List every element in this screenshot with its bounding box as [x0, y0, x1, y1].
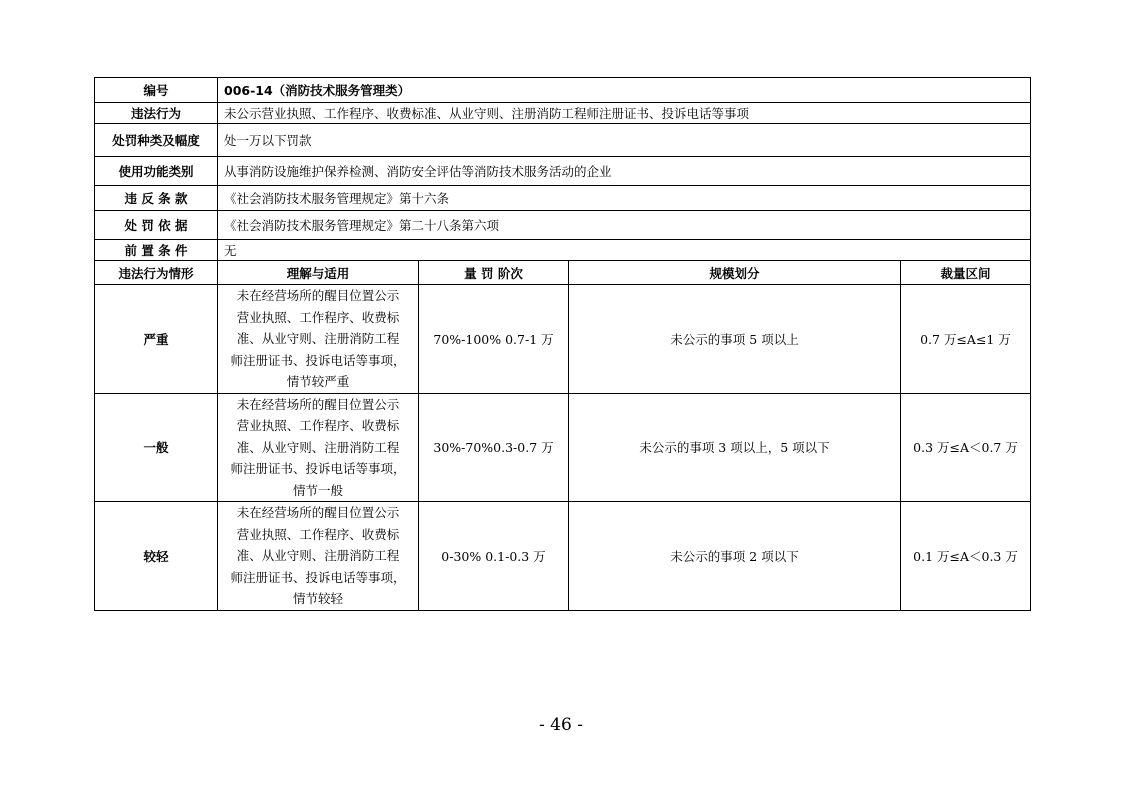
scale-cell: 未公示的事项 5 项以上	[569, 285, 901, 394]
row-id	[95, 78, 1031, 103]
grid-header-row	[95, 261, 1031, 285]
penalty-value: 处一万以下罚款	[218, 124, 1031, 157]
precondition-label: 前 置 条 件	[95, 240, 218, 261]
scale-cell: 未公示的事项 2 项以下	[569, 502, 901, 611]
row-category	[95, 157, 1031, 186]
understanding-cell	[218, 285, 419, 394]
understanding-line: 准、从业守则、注册消防工程	[236, 439, 400, 455]
understanding-line: 准、从业守则、注册消防工程	[236, 331, 400, 346]
range-cell: 0.1 万≤A＜0.3 万	[901, 502, 1031, 611]
header-scale: 规模划分	[569, 261, 901, 285]
understanding-line: 师注册证书、投诉电话等事项，	[230, 461, 406, 476]
row-precondition	[95, 240, 1031, 261]
severity-cell: 较轻	[95, 502, 218, 611]
category-label: 使用功能类别	[95, 157, 218, 186]
row-clause	[95, 186, 1031, 211]
clause-value: 《社会消防技术服务管理规定》第十六条	[218, 186, 1031, 211]
precondition-value: 无	[218, 240, 1031, 261]
understanding-cell	[218, 393, 419, 502]
range-cell: 0.3 万≤A＜0.7 万	[901, 393, 1031, 502]
understanding-line: 营业执照、工作程序、收费标	[236, 418, 400, 433]
understanding-line: 未在经营场所的醒目位置公示	[236, 505, 400, 520]
category-value: 从事消防设施维护保养检测、消防安全评估等消防技术服务活动的企业	[218, 157, 1031, 186]
id-value: 006-14（消防技术服务管理类）	[218, 78, 1031, 103]
level-cell: 30%-70%0.3-0.7 万	[419, 393, 569, 502]
penalty-label: 处罚种类及幅度	[95, 124, 218, 157]
table-row	[95, 393, 1031, 502]
header-range: 裁量区间	[901, 261, 1031, 285]
level-cell: 70%-100% 0.7-1 万	[419, 285, 569, 394]
severity-cell: 一般	[95, 393, 218, 502]
level-cell: 0-30% 0.1-0.3 万	[419, 502, 569, 611]
understanding-line: 情节较严重	[286, 374, 350, 389]
clause-label: 违 反 条 款	[95, 186, 218, 211]
table-row	[95, 502, 1031, 611]
basis-value: 《社会消防技术服务管理规定》第二十八条第六项	[218, 211, 1031, 240]
scale-cell: 未公示的事项 3 项以上，5 项以下	[569, 393, 901, 502]
table-row	[95, 285, 1031, 394]
understanding-line: 情节较轻	[292, 591, 343, 606]
understanding-line: 师注册证书、投诉电话等事项，	[230, 569, 406, 585]
understanding-line: 营业执照、工作程序、收费标	[236, 309, 400, 325]
understanding-line: 营业执照、工作程序、收费标	[236, 526, 400, 542]
basis-label: 处 罚 依 据	[95, 211, 218, 240]
header-level: 量 罚 阶次	[419, 261, 569, 285]
understanding-line: 准、从业守则、注册消防工程	[236, 548, 400, 563]
penalty-standard-table	[94, 77, 1031, 611]
severity-cell: 严重	[95, 285, 218, 394]
understanding-line: 情节一般	[292, 482, 343, 498]
row-basis	[95, 211, 1031, 240]
row-violation	[95, 103, 1031, 124]
understanding-line: 未在经营场所的醒目位置公示	[236, 396, 400, 412]
violation-value: 未公示营业执照、工作程序、收费标准、从业守则、注册消防工程师注册证书、投诉电话等事项	[218, 103, 1031, 124]
understanding-cell	[218, 502, 419, 611]
violation-label: 违法行为	[95, 103, 218, 124]
understanding-line: 师注册证书、投诉电话等事项，	[230, 352, 406, 368]
header-understanding: 理解与适用	[218, 261, 419, 285]
header-situation: 违法行为情形	[95, 261, 218, 285]
row-penalty	[95, 124, 1031, 157]
understanding-line: 未在经营场所的醒目位置公示	[236, 288, 400, 303]
page-number: - 46 -	[539, 715, 583, 735]
id-label: 编号	[95, 78, 218, 103]
range-cell: 0.7 万≤A≤1 万	[901, 285, 1031, 394]
